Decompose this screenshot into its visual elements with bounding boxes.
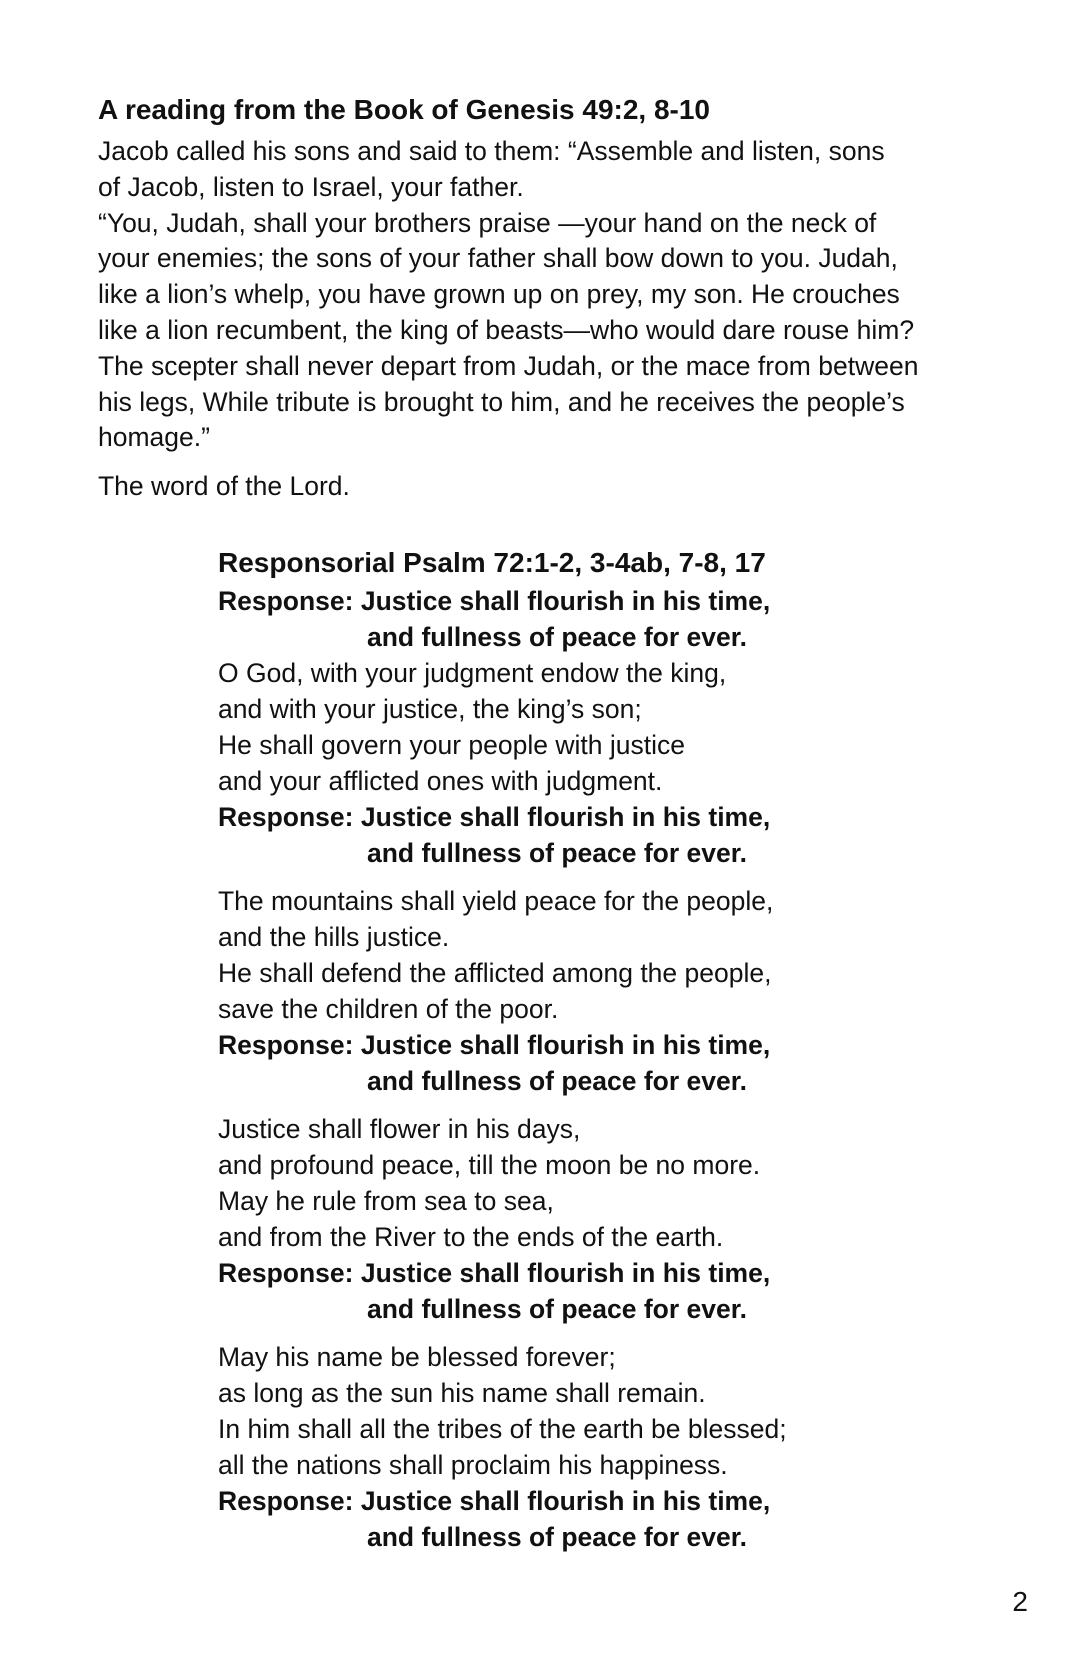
psalm-response (218, 583, 1038, 655)
responsorial-psalm (218, 545, 1038, 1555)
verse-line: Justice shall flower in his days, (218, 1114, 581, 1144)
verse-line: He shall defend the afflicted among the people, (218, 958, 772, 988)
response-line: Response: Justice shall flourish in his time, (218, 802, 771, 832)
reading-line: homage.” (98, 422, 210, 453)
verse-line: as long as the sun his name shall remain. (218, 1378, 706, 1408)
verse-line: and with your justice, the king’s son; (218, 694, 642, 724)
verse-line: all the nations shall proclaim his happiness. (218, 1450, 728, 1480)
verse-line: O God, with your judgment endow the king, (218, 658, 727, 688)
reading-line: Jacob called his sons and said to them: “Assemble and listen, sons (98, 136, 885, 166)
verse-line: May he rule from sea to sea, (218, 1186, 554, 1216)
reading-line: “You, Judah, shall your brothers praise —your hand on the neck of (98, 207, 877, 238)
response-line: and fullness of peace for ever. (367, 1066, 747, 1096)
reading-line: like a lion’s whelp, you have grown up on prey, my son. He crouches (98, 279, 900, 310)
response-line: and fullness of peace for ever. (367, 622, 747, 652)
response-line: and fullness of peace for ever. (367, 1294, 747, 1324)
psalm-stanza (218, 883, 1038, 1099)
psalm-title: Responsorial Psalm 72:1-2, 3-4ab, 7-8, 17 (218, 547, 766, 578)
verse-line: save the children of the poor. (218, 994, 559, 1024)
reading-body (98, 134, 1018, 456)
psalm-stanza (218, 655, 1038, 871)
psalm-stanza (218, 1111, 1038, 1327)
verse-line: He shall govern your people with justice (218, 730, 685, 760)
reading-line: his legs, While tribute is brought to him, and he receives the people’s (98, 386, 905, 417)
response-line: and fullness of peace for ever. (367, 1522, 747, 1552)
response-line: Response: Justice shall flourish in his time, (218, 1486, 771, 1516)
reading-line: The scepter shall never depart from Judah, or the mace from between (98, 350, 919, 381)
reading-closing: The word of the Lord. (98, 471, 350, 502)
verse-line: and profound peace, till the moon be no more. (218, 1150, 761, 1180)
verse-line: May his name be blessed forever; (218, 1342, 616, 1372)
psalm-stanza (218, 1339, 1038, 1555)
reading-title: A reading from the Book of Genesis 49:2, 8-10 (98, 94, 711, 125)
response-line: and fullness of peace for ever. (367, 838, 747, 868)
verse-line: The mountains shall yield peace for the people, (218, 886, 774, 916)
page-number: 2 (1012, 1586, 1028, 1617)
verse-line: In him shall all the tribes of the earth be blessed; (218, 1414, 787, 1444)
response-line: Response: Justice shall flourish in his time, (218, 1258, 771, 1288)
verse-line: and from the River to the ends of the earth. (218, 1222, 724, 1252)
reading-line: like a lion recumbent, the king of beasts—who would dare rouse him? (98, 314, 915, 345)
reading-line: your enemies; the sons of your father shall bow down to you. Judah, (98, 243, 898, 274)
verse-line: and the hills justice. (218, 922, 450, 952)
verse-line: and your afflicted ones with judgment. (218, 766, 663, 796)
first-reading (98, 92, 1018, 505)
reading-line: of Jacob, listen to Israel, your father. (98, 171, 524, 202)
response-line: Response: Justice shall flourish in his time, (218, 1030, 771, 1060)
response-line: Response: Justice shall flourish in his time, (218, 586, 771, 616)
